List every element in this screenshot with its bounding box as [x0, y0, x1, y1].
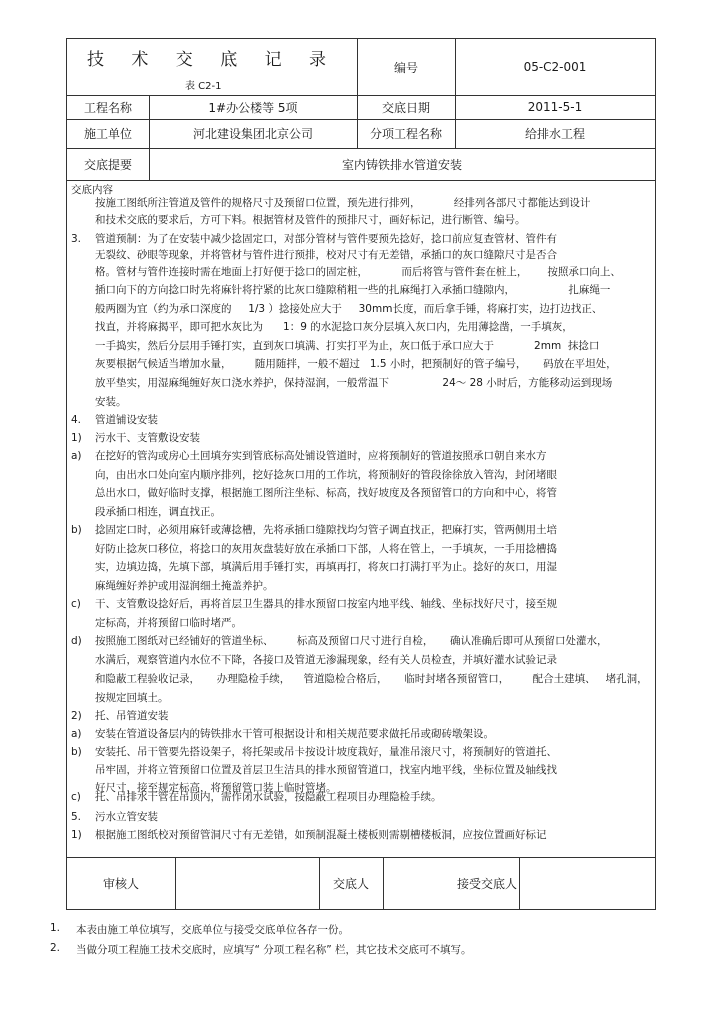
list-marker: 2) [71, 709, 82, 722]
content-line: 按规定回填土。 [95, 691, 169, 704]
content-line: 安装托、吊干管要先搭设架子，将托架或吊卡按设计坡度栽好，量准吊滚尺寸，将预制好的管道托、 [95, 745, 557, 758]
content-line: 麻绳缠好养护或用湿润细土掩盖养护。 [95, 580, 274, 593]
list-marker: a) [71, 449, 82, 462]
content-line: 托、吊管道安装 [95, 709, 169, 722]
note-text: 本表由施工单位填写，交底单位与接受交底单位各存一份。 [76, 924, 349, 936]
content-line: 污水干、支管敷设安装 [95, 431, 200, 444]
number-label: 编号 [393, 60, 418, 75]
list-marker: c) [71, 598, 81, 611]
list-marker: c) [71, 791, 81, 803]
list-marker: 1) [71, 431, 82, 444]
handover-person-label: 交底人 [332, 876, 369, 891]
content-line: 和技术交底的要求后，方可下料。根据管材及管件的预排尺寸，画好标记，进行断管、编号。 [95, 213, 526, 226]
content-line: 定标高，并将预留口临时堵严。 [95, 617, 242, 630]
disclosure-content [67, 181, 655, 858]
subproject-value: 给排水工程 [524, 127, 585, 141]
content-line: 般两圈为宜（约为承口深度的 1/3 ）捻接处应大于 30mm长度，而后拿手锤，将麻打实，边打边找正、 [95, 303, 603, 316]
list-marker: b) [71, 524, 82, 537]
content-line: 向，由出水口处向室内顺序排列，挖好捻灰口用的工作坑，将预制好的管段徐徐放入管沟，封闭堵眼 [95, 468, 557, 481]
content-line: 安装在管道设备层内的铸铁排水干管可根据设计和相关规范要求做托吊或砌砖墩架设。 [95, 727, 494, 740]
content-line: 总出水口，做好临时支撑，根据施工图所注坐标、标高，找好坡度及各预留管口的方向和中心，将管 [95, 486, 557, 499]
project-name-value: 1#办公楼等 5项 [208, 100, 298, 115]
content-line: 干、支管敷设捻好后，再将首层卫生器具的排水预留口按室内地平线、轴线、坐标找好尺寸，接至规 [95, 598, 557, 611]
column-divider [519, 857, 520, 909]
content-line: 好尺寸，接至规定标高，将预留管口装上临时管堵。 [95, 782, 337, 794]
content-line: 托、吊排水干管在吊顶内，需作闭水试验，按隐蔽工程项目办理隐检手续。 [95, 791, 442, 803]
content-line: 无裂纹、砂眼等现象，并将管材与管件进行预排，校对尺寸有无差错，承插口的灰口缝隙尺寸是否合 [95, 248, 557, 261]
note-number: 2. [50, 942, 61, 954]
project-name-label: 工程名称 [83, 100, 132, 115]
list-marker: 5. [71, 811, 82, 823]
summary-label: 交底提要 [83, 157, 132, 172]
content-line: 一手捣实，然后分层用手锤打实，直到灰口填满、打实打平为止，灰口低于承口应大于 2mm 抹捻口 [95, 340, 600, 353]
content-line: 管道铺设安装 [95, 413, 158, 426]
contractor-value: 河北建设集团北京公司 [192, 127, 313, 141]
content-line: 段承插口相连，调直找正。 [95, 505, 221, 518]
content-line: 好防止捻灰口移位，将捻口的灰用灰盘装好放在承插口下部，人将在管上，一手填灰，一手用捻槽捣 [95, 543, 557, 556]
content-line: 在挖好的管沟或房心土回填夯实到管底标高处铺设管道时，应将预制好的管道按照承口朝自来水方 [95, 449, 547, 462]
receiver-label: 接受交底人 [456, 876, 517, 891]
content-line: 捻固定口时，必须用麻钎或薄捻槽，先将承插口缝隙找均匀管子调直找正，把麻打实，管两侧用土培 [95, 524, 557, 537]
subproject-label: 分项工程名称 [369, 127, 442, 141]
content-line: 根据施工图纸校对预留管洞尺寸有无差错，如预制混凝土楼板则需剔槽楼板洞，应按位置画好标记 [95, 829, 547, 841]
list-marker: d) [71, 635, 82, 648]
content-line: 安装。 [95, 395, 127, 408]
content-line: 插口向下的方向捻口时先将麻针将拧紧的比灰口缝隙稍粗一些的扎麻绳打入承插口缝隙内， 扎麻绳一 [95, 284, 611, 297]
note-text: 当做分项工程施工技术交底时，应填写“ 分项工程名称” 栏，其它技术交底可不填写。 [76, 944, 472, 956]
list-marker: 1) [71, 829, 82, 841]
summary-value: 室内铸铁排水管道安装 [341, 157, 462, 172]
list-marker: a) [71, 727, 82, 740]
content-line: 实，边填边捣，先填下部，填满后用手锤打实，再填再打，将灰口打满打平为止。捻好的灰口，用湿 [95, 561, 557, 574]
handover-date-value: 2011-5-1 [527, 100, 583, 114]
form-title: 技 术 交 底 记 录 [86, 50, 338, 70]
content-line: 水满后，观察管道内水位不下降，各接口及管道无渗漏现象，经有关人员检查，并填好灌水试验记录 [95, 654, 557, 667]
list-marker: 4. [71, 413, 82, 426]
list-marker: b) [71, 745, 82, 758]
content-line: 放平垫实，用湿麻绳缠好灰口浇水养护，保持湿润，一般常温下 24～ 28 小时后，方能移动运到现场 [95, 377, 613, 390]
content-line: 管道预制：为了在安装中减少捻固定口，对部分管材与管件要预先捻好，捻口前应复查管材、管件有 [95, 232, 557, 245]
content-line: 按施工图纸所注管道及管件的规格尺寸及预留口位置，预先进行排列， 经排列各部尺寸都能达到设计 [95, 197, 591, 210]
content-label: 交底内容 [71, 184, 113, 196]
note-number: 1. [50, 922, 61, 934]
list-marker: 3. [71, 232, 82, 245]
content-line: 按照施工图纸对已经铺好的管道坐标、 标高及预留口尺寸进行自检， 确认准确后即可从预留口处灌水， [95, 635, 608, 648]
content-line: 和隐蔽工程验收记录， 办理隐检手续， 管道隐检合格后， 临时封堵各预留管口， 配合土建填、 堵孔洞， [95, 672, 648, 685]
content-line: 吊牢固，并将立管预留口位置及首层卫生洁具的排水预留管道口，找室内地平线，坐标位置及轴线找 [95, 763, 557, 776]
column-divider [175, 857, 176, 909]
content-line: 找直，并将麻揭平，即可把水灰比为 1：9 的水泥捻口灰分层填入灰口内，先用薄捻凿，一手填灰， [95, 321, 573, 334]
contractor-label: 施工单位 [83, 127, 132, 141]
technical-disclosure-form [66, 38, 656, 910]
content-line: 灰要根据气候适当增加水量， 随用随拌，一般不超过 1.5 小时，把预制好的管子编号， 码放在平坦处， [95, 358, 617, 371]
reviewer-label: 审核人 [102, 876, 139, 891]
number-value: 05-C2-001 [523, 60, 587, 74]
content-line: 污水立管安装 [95, 811, 158, 823]
form-code: 表 C2-1 [185, 81, 222, 92]
content-line: 格。管材与管件连接时需在地面上打好便于捻口的固定桩， 而后将管与管件套在桩上， 按照承口向上、 [95, 266, 621, 279]
handover-date-label: 交底日期 [381, 100, 430, 115]
column-divider [383, 857, 384, 909]
